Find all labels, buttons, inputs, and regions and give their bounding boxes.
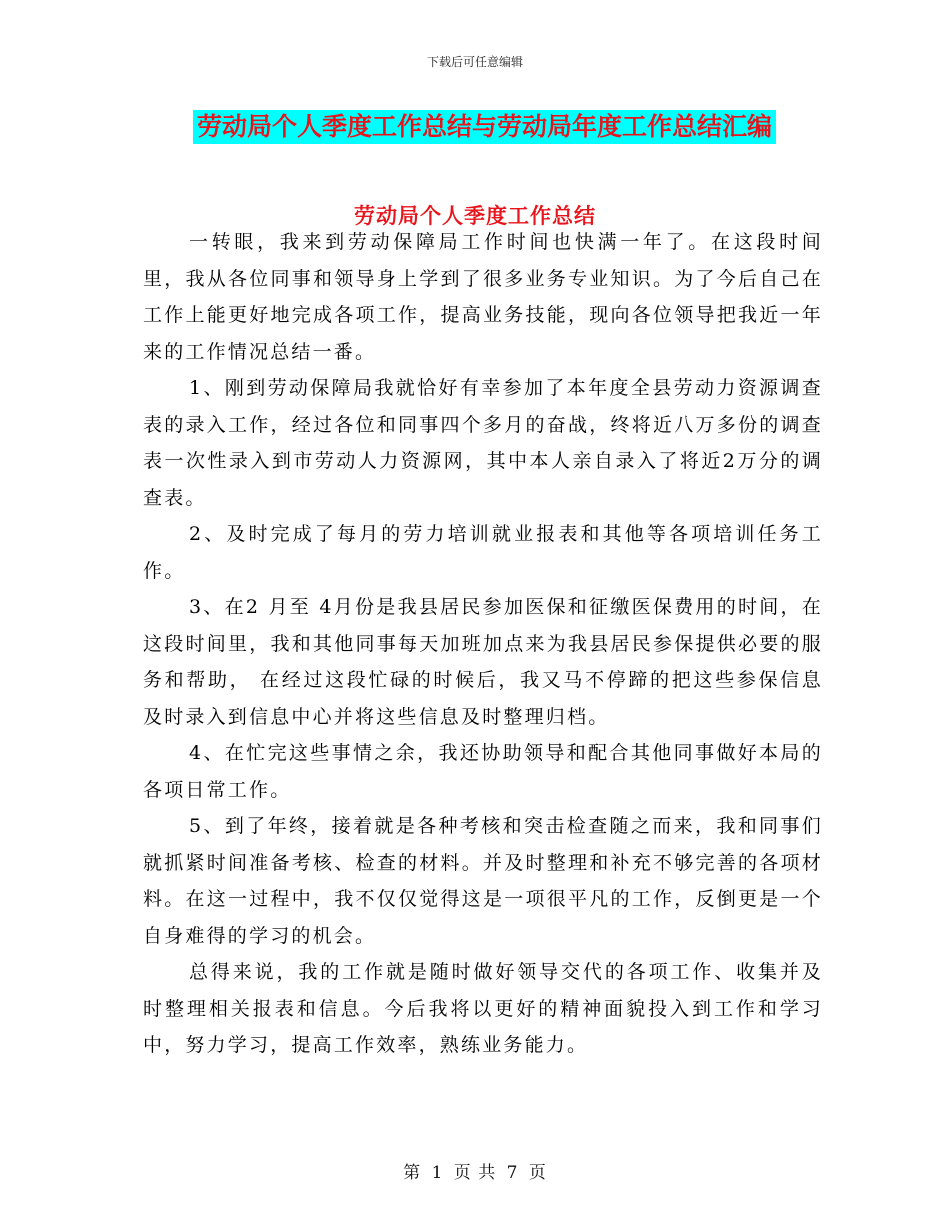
section-title: 劳动局个人季度工作总结 bbox=[354, 203, 596, 228]
paragraph-summary: 总得来说，我的工作就是随时做好领导交代的各项工作、收集并及时整理相关报表和信息。今后我将以更好的精神面貌投入到工作和学习中，努力学习，提高工作效率，熟练业务能力。 bbox=[143, 961, 823, 1056]
footer-prefix: 第 bbox=[403, 1163, 422, 1183]
paragraph-item-5: 5、到了年终，接着就是各种考核和突击检查随之而来，我和同事们就抓紧时间准备考核、检查的材料。并及时整理和补充不够完善的各项材料。在这一过程中，我不仅仅觉得这是一项很平凡的工作，反倒更是一个自身难得的学习的机会。 bbox=[143, 815, 823, 947]
paragraph-intro: 一转眼，我来到劳动保障局工作时间也快满一年了。在这段时间里，我从各位同事和领导身上学到了很多业务专业知识。为了今后自己在工作上能更好地完成各项工作，提高业务技能，现向各位领导把我近一年来的工作情况总结一番。 bbox=[143, 231, 823, 363]
paragraph-item-4: 4、在忙完这些事情之余，我还协助领导和配合其他同事做好本局的各项日常工作。 bbox=[143, 742, 823, 801]
document-title: 劳动局个人季度工作总结与劳动局年度工作总结汇编 bbox=[193, 110, 776, 144]
footer-middle: 页 共 bbox=[453, 1163, 497, 1183]
footer-total-pages: 7 bbox=[506, 1163, 519, 1183]
paragraph-item-2: 2、及时完成了每月的劳力培训就业报表和其他等各项培训任务工作。 bbox=[143, 523, 823, 582]
paragraph-item-1: 1、刚到劳动保障局我就恰好有幸参加了本年度全县劳动力资源调查表的录入工作，经过各位和同事四个多月的奋战，终将近八万多份的调查表一次性录入到市劳动人力资源网，其中本人亲自录入了将近2万分的调查表。 bbox=[143, 377, 823, 509]
footer-page-number: 1 bbox=[431, 1163, 444, 1183]
page-footer bbox=[0, 1158, 950, 1183]
header-note: 下载后可任意编辑 bbox=[426, 55, 523, 69]
paragraph-item-3: 3、在2 月至 4月份是我县居民参加医保和征缴医保费用的时间，在这段时间里，我和其他同事每天加班加点来为我县居民参保提供必要的服务和帮助， 在经过这段忙碌的时候后，我又马不停蹄的把这些参保信息及时录入到信息中心并将这些信息及时整理归档。 bbox=[143, 596, 823, 728]
body-content bbox=[143, 224, 823, 1064]
footer-suffix: 页 bbox=[528, 1163, 547, 1183]
